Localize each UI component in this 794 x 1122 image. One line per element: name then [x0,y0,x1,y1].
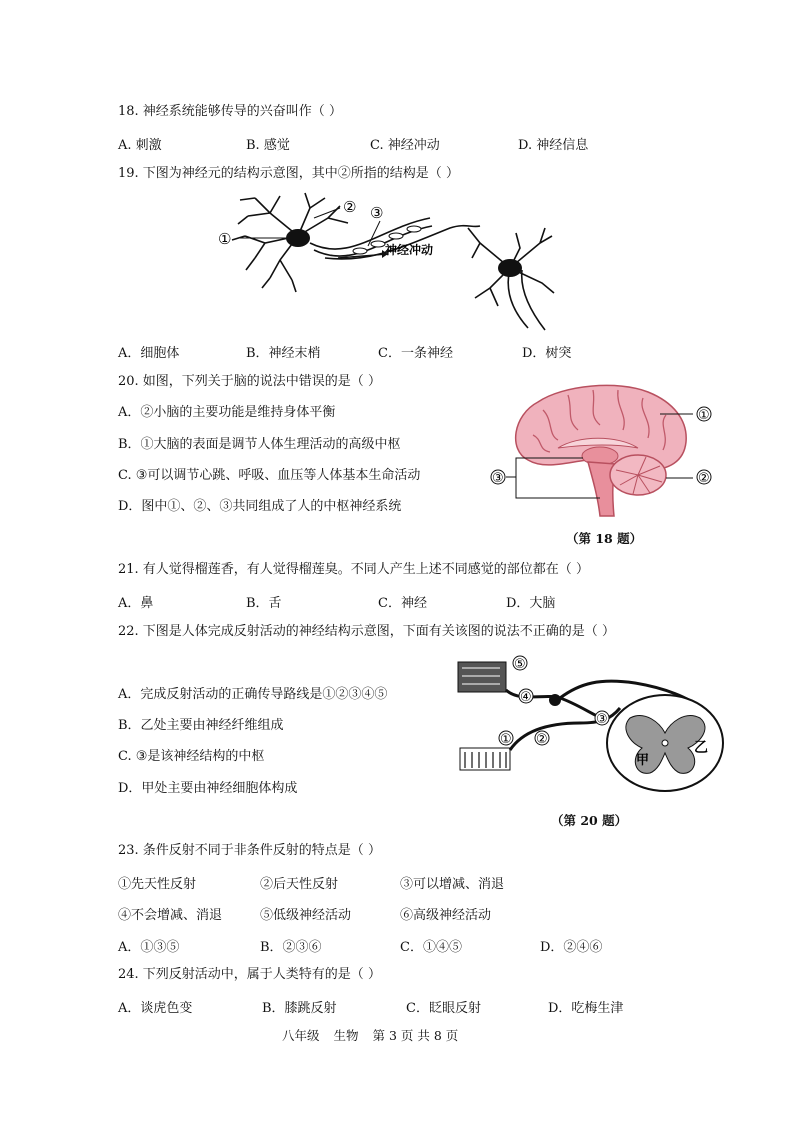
reflex-label-5: ⑤ [514,657,526,672]
page-footer [282,1026,468,1044]
q24-option-a[interactable]: A．谈虎色变 [118,1001,193,1016]
q20-option-d[interactable]: D．图中①、②、③共同组成了人的中枢神经系统 [118,499,402,514]
reflex-label-1: ① [500,732,512,747]
brain-label-1: ① [698,408,710,423]
reflex-label-yi: 乙 [694,740,708,756]
q23-option-d[interactable]: D．②④⑥ [540,940,603,955]
q24-option-d[interactable]: D．吃梅生津 [548,1001,624,1016]
q18-option-d[interactable]: D. 神经信息 [518,138,589,153]
reflex-arc-figure [450,648,725,798]
neuron-label-2: ② [343,198,357,216]
q20-option-a[interactable]: A．②小脑的主要功能是维持身体平衡 [118,405,336,420]
q19-option-c[interactable]: C．一条神经 [378,346,453,361]
q18-stem: 18. 神经系统能够传导的兴奋叫作（ ） [118,104,342,119]
q18-option-b[interactable]: B. 感觉 [246,138,290,153]
q22-option-b[interactable]: B．乙处主要由神经纤维组成 [118,718,284,733]
neuron-label-3: ③ [370,204,384,222]
brain-figure [488,380,718,518]
q21-stem: 21. 有人觉得榴莲香，有人觉得榴莲臭。不同人产生上述不同感觉的部位都在（ ） [118,562,589,577]
nerve-impulse-label: 神经冲动 [385,243,434,257]
reflex-label-4: ④ [520,690,532,705]
q21-option-c[interactable]: C．神经 [378,596,427,611]
q20-stem: 20. 如图，下列关于脑的说法中错误的是（ ） [118,374,381,389]
q19-option-b[interactable]: B．神经末梢 [246,346,321,361]
q22-figure-caption: （第 20 题） [551,813,628,828]
q22-option-c[interactable]: C. ③是该神经结构的中枢 [118,749,265,764]
q18-option-c[interactable]: C. 神经冲动 [370,138,440,153]
footer-page-number: 第 3 页 共 8 页 [372,1028,459,1043]
q20-option-c[interactable]: C. ③可以调节心跳、呼吸、血压等人体基本生命活动 [118,468,421,483]
q23-item-2: ②后天性反射 [260,877,339,892]
footer-grade: 八年级 [282,1028,320,1043]
q21-option-d[interactable]: D．大脑 [506,596,556,611]
reflex-label-3: ③ [596,712,608,727]
q23-item-6: ⑥高级神经活动 [400,908,492,923]
q22-option-a[interactable]: A．完成反射活动的正确传导路线是①②③④⑤ [118,687,388,702]
q23-stem: 23. 条件反射不同于非条件反射的特点是（ ） [118,843,381,858]
q20-figure-caption: （第 18 题） [566,531,643,546]
brain-label-2: ② [698,471,710,486]
q19-option-d[interactable]: D．树突 [522,346,572,361]
q19-stem: 19. 下图为神经元的结构示意图，其中②所指的结构是（ ） [118,166,459,181]
q23-item-4: ④不会增减、消退 [118,908,223,923]
q23-option-c[interactable]: C．①④⑤ [400,940,462,955]
q23-item-5: ⑤低级神经活动 [260,908,352,923]
q23-option-b[interactable]: B．②③⑥ [260,940,322,955]
q23-item-3: ③可以增减、消退 [400,877,505,892]
q21-option-b[interactable]: B．舌 [246,596,282,611]
q23-option-a[interactable]: A．①③⑤ [118,940,180,955]
neuron-figure [210,188,555,336]
q20-option-b[interactable]: B．①大脑的表面是调节人体生理活动的高级中枢 [118,437,401,452]
footer-subject: 生物 [333,1028,359,1043]
reflex-label-jia: 甲 [636,753,650,768]
q19-option-a[interactable]: A．细胞体 [118,346,180,361]
q24-option-c[interactable]: C．眨眼反射 [406,1001,481,1016]
brain-label-3: ③ [492,471,504,486]
q23-item-1: ①先天性反射 [118,877,197,892]
q22-option-d[interactable]: D．甲处主要由神经细胞体构成 [118,781,298,796]
q18-option-a[interactable]: A. 刺激 [118,138,162,153]
q22-stem: 22. 下图是人体完成反射活动的神经结构示意图，下面有关该图的说法不正确的是（ ） [118,624,615,639]
q21-option-a[interactable]: A．鼻 [118,596,154,611]
neuron-label-1: ① [218,230,232,248]
reflex-label-2: ② [536,732,548,747]
q24-stem: 24. 下列反射活动中，属于人类特有的是（ ） [118,967,381,982]
q24-option-b[interactable]: B．膝跳反射 [262,1001,337,1016]
